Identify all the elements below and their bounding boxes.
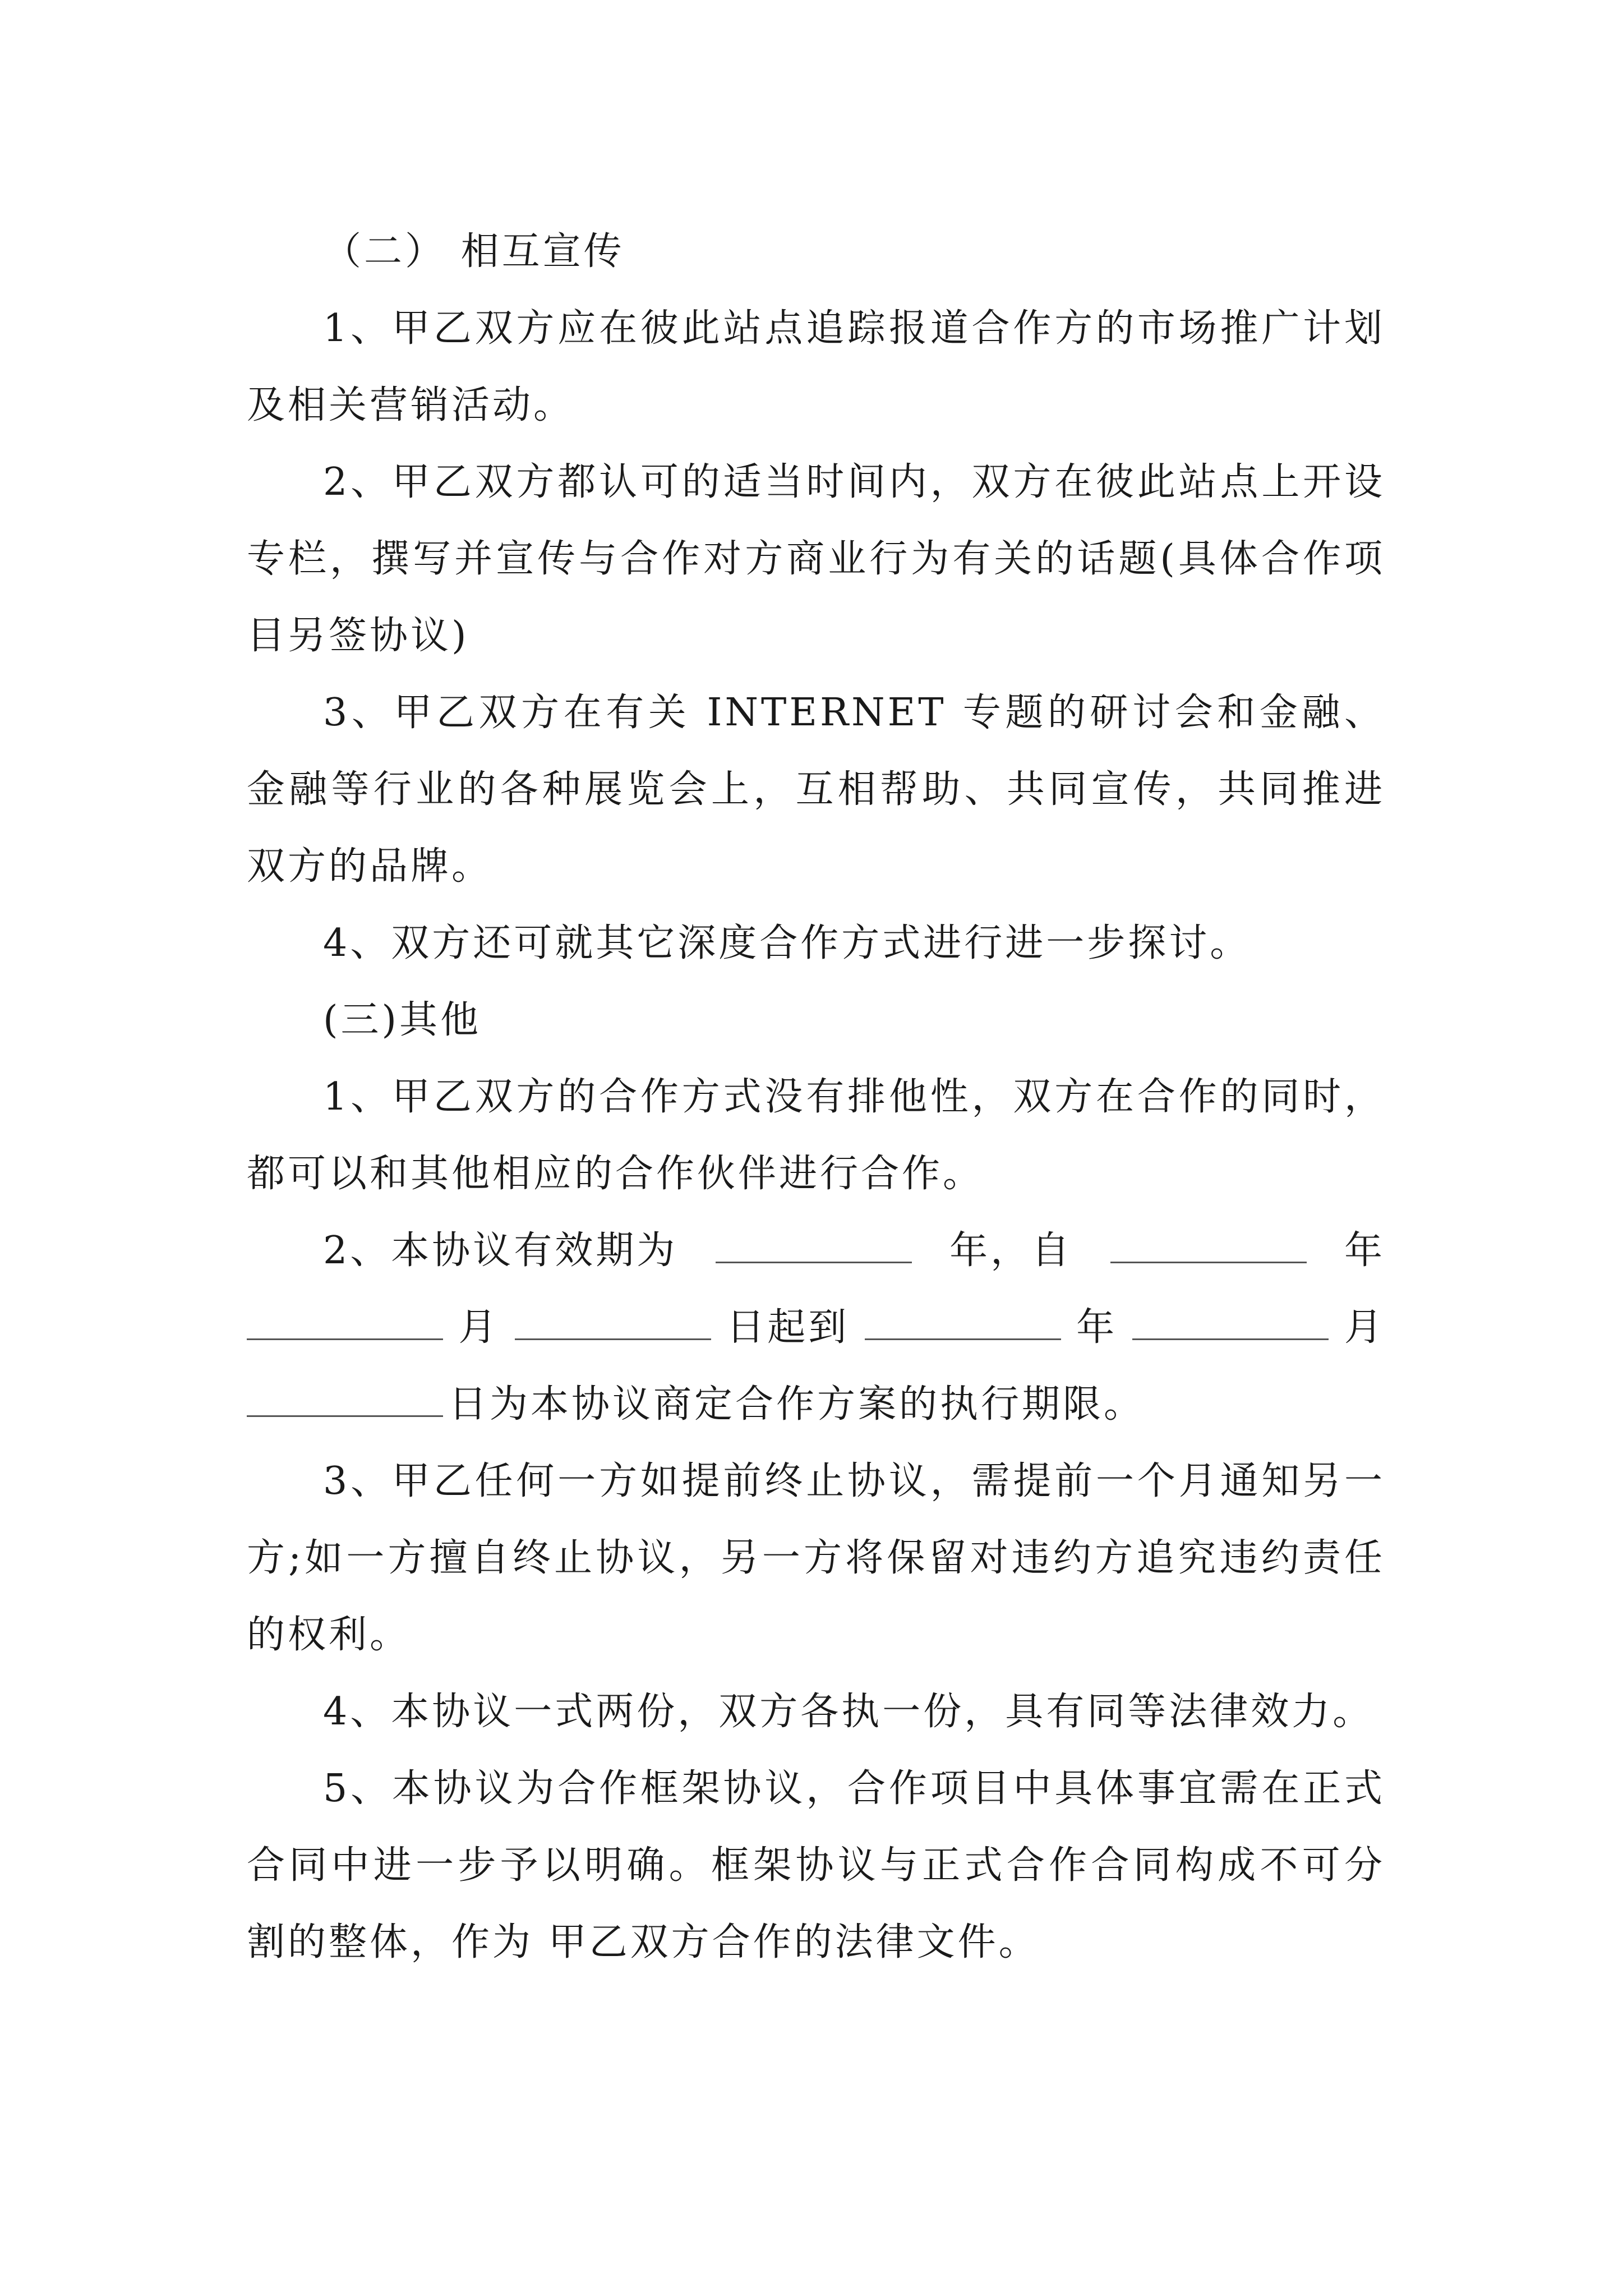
clause-3-4: 4、本协议一式两份，双方各执一份，具有同等法律效力。 bbox=[323, 1690, 1374, 1734]
blank-to-year bbox=[865, 1338, 1061, 1340]
validity-year-label: 年 bbox=[1344, 1228, 1385, 1273]
validity-line-1 bbox=[247, 1212, 1385, 1289]
clause-3-2-validity-period bbox=[247, 1212, 1385, 1443]
clause-2-4: 4、双方还可就其它深度合作方式进行进一步探讨。 bbox=[323, 921, 1251, 965]
validity-month-label: 月 bbox=[458, 1305, 500, 1350]
validity-line-3 bbox=[247, 1366, 1385, 1443]
clause-3-1: 1、甲乙双方的合作方式没有排他性，双方在合作的同时，都可以和其他相应的合作伙伴进行合作。 bbox=[247, 1075, 1385, 1196]
clause-3-3: 3、甲乙任何一方如提前终止协议，需提前一个月通知另一方;如一方擅自终止协议，另一方将保留对违约方追究违约责任的权利。 bbox=[247, 1459, 1385, 1657]
validity-line-2 bbox=[247, 1289, 1385, 1366]
clause-2-3: 3、甲乙双方在有关 INTERNET 专题的研讨会和金融、金融等行业的各种展览会上，互相帮助、共同宣传，共同推进双方的品牌。 bbox=[247, 691, 1385, 889]
section-heading-other: (三)其他 bbox=[323, 998, 482, 1042]
validity-prefix: 2、本协议有效期为 bbox=[323, 1228, 678, 1273]
blank-from-day bbox=[515, 1338, 711, 1340]
validity-year-from-label: 年，自 bbox=[949, 1228, 1073, 1273]
clause-3-5: 5、本协议为合作框架协议，合作项目中具体事宜需在正式合同中进一步予以明确。框架协议与正式合作合同构成不可分割的整体，作为 甲乙双方合作的法律文件。 bbox=[247, 1766, 1385, 1964]
clause-2-1: 1、甲乙双方应在彼此站点追踪报道合作方的市场推广计划及相关营销活动。 bbox=[247, 306, 1385, 427]
validity-day-to-label: 日起到 bbox=[726, 1305, 850, 1350]
blank-from-year bbox=[1110, 1261, 1307, 1263]
section-heading-mutual-promotion: （二） 相互宣传 bbox=[323, 229, 625, 274]
clause-2-2: 2、甲乙双方都认可的适当时间内，双方在彼此站点上开设专栏，撰写并宣传与合作对方商业行为有关的话题(具体合作项目另签协议) bbox=[247, 460, 1385, 658]
blank-to-month bbox=[1132, 1338, 1329, 1340]
validity-end-text: 日为本协议商定合作方案的执行期限。 bbox=[449, 1382, 1145, 1427]
blank-to-day bbox=[247, 1415, 443, 1417]
validity-to-month-label: 月 bbox=[1344, 1305, 1385, 1350]
document-body bbox=[247, 213, 1385, 1981]
validity-to-year-label: 年 bbox=[1076, 1305, 1118, 1350]
blank-from-month bbox=[247, 1338, 443, 1340]
blank-start-year bbox=[716, 1261, 912, 1263]
